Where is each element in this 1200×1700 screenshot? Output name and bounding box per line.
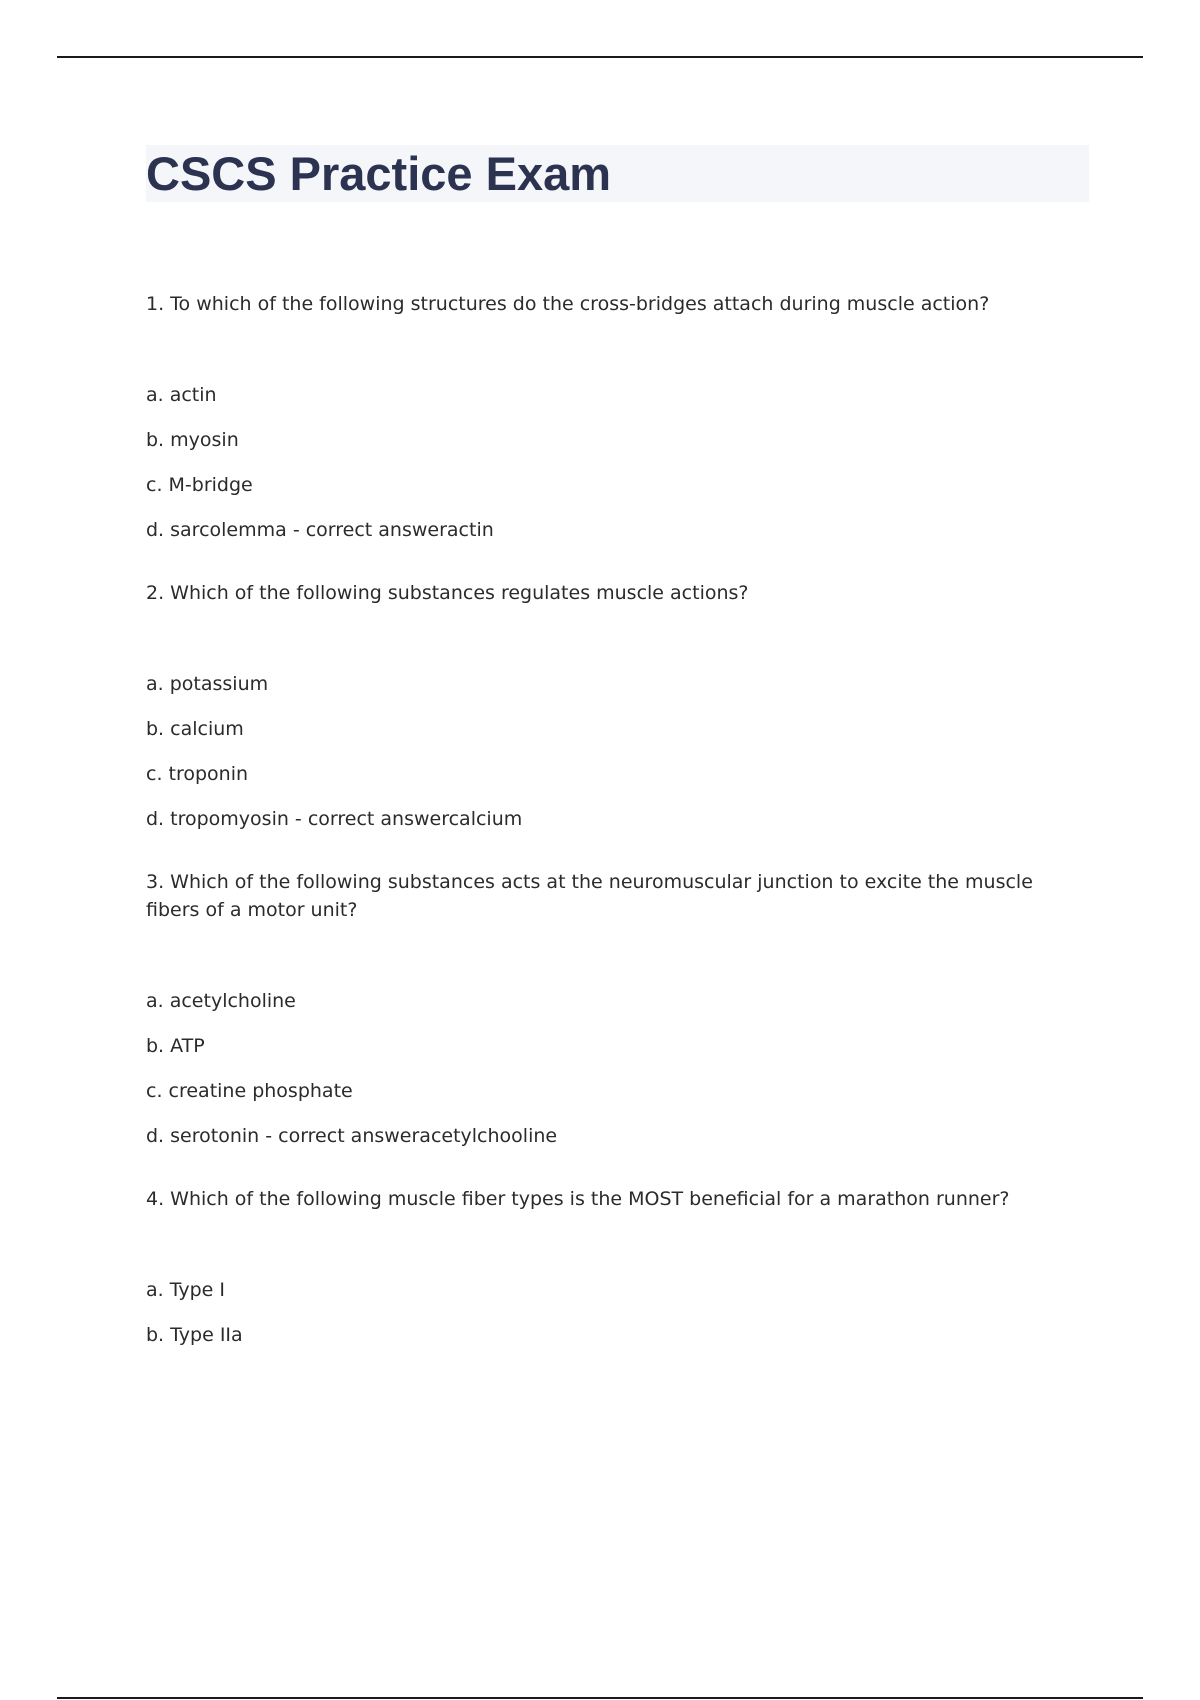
answer-option-a: a. actin bbox=[146, 384, 217, 406]
question-text: 3. Which of the following substances acts at the neuromuscular junction to excite the muscle fibers of a motor unit? bbox=[146, 871, 1033, 921]
header-rule bbox=[57, 56, 1143, 58]
question-1 bbox=[146, 290, 1086, 544]
answer-option-b: b. myosin bbox=[146, 429, 239, 451]
answer-options bbox=[146, 670, 1086, 833]
answer-option-a: a. acetylcholine bbox=[146, 990, 296, 1012]
answer-options bbox=[146, 987, 1086, 1150]
answer-option-a: a. Type I bbox=[146, 1279, 226, 1301]
answer-option-a: a. potassium bbox=[146, 673, 269, 695]
question-2 bbox=[146, 579, 1086, 833]
answer-option-b: b. ATP bbox=[146, 1035, 205, 1057]
question-text: 4. Which of the following muscle fiber types is the MOST beneficial for a marathon runner? bbox=[146, 1188, 1010, 1210]
answer-option-c: c. troponin bbox=[146, 763, 249, 785]
page-title: CSCS Practice Exam bbox=[146, 147, 612, 200]
question-list bbox=[146, 290, 1086, 1366]
answer-option-c: c. creatine phosphate bbox=[146, 1080, 353, 1102]
question-text: 2. Which of the following substances regulates muscle actions? bbox=[146, 582, 749, 604]
answer-option-b: b. Type IIa bbox=[146, 1324, 243, 1346]
answer-option-b: b. calcium bbox=[146, 718, 244, 740]
answer-options bbox=[146, 1276, 1086, 1349]
footer-rule bbox=[57, 1697, 1143, 1699]
answer-options bbox=[146, 381, 1086, 544]
question-3 bbox=[146, 868, 1086, 1150]
answer-option-d: d. tropomyosin - correct answercalcium bbox=[146, 808, 523, 830]
answer-option-c: c. M-bridge bbox=[146, 474, 253, 496]
question-4 bbox=[146, 1185, 1086, 1349]
answer-option-d: d. sarcolemma - correct answeractin bbox=[146, 519, 494, 541]
question-text: 1. To which of the following structures do the cross-bridges attach during muscle action? bbox=[146, 293, 990, 315]
answer-option-d: d. serotonin - correct answeracetylchooline bbox=[146, 1125, 558, 1147]
